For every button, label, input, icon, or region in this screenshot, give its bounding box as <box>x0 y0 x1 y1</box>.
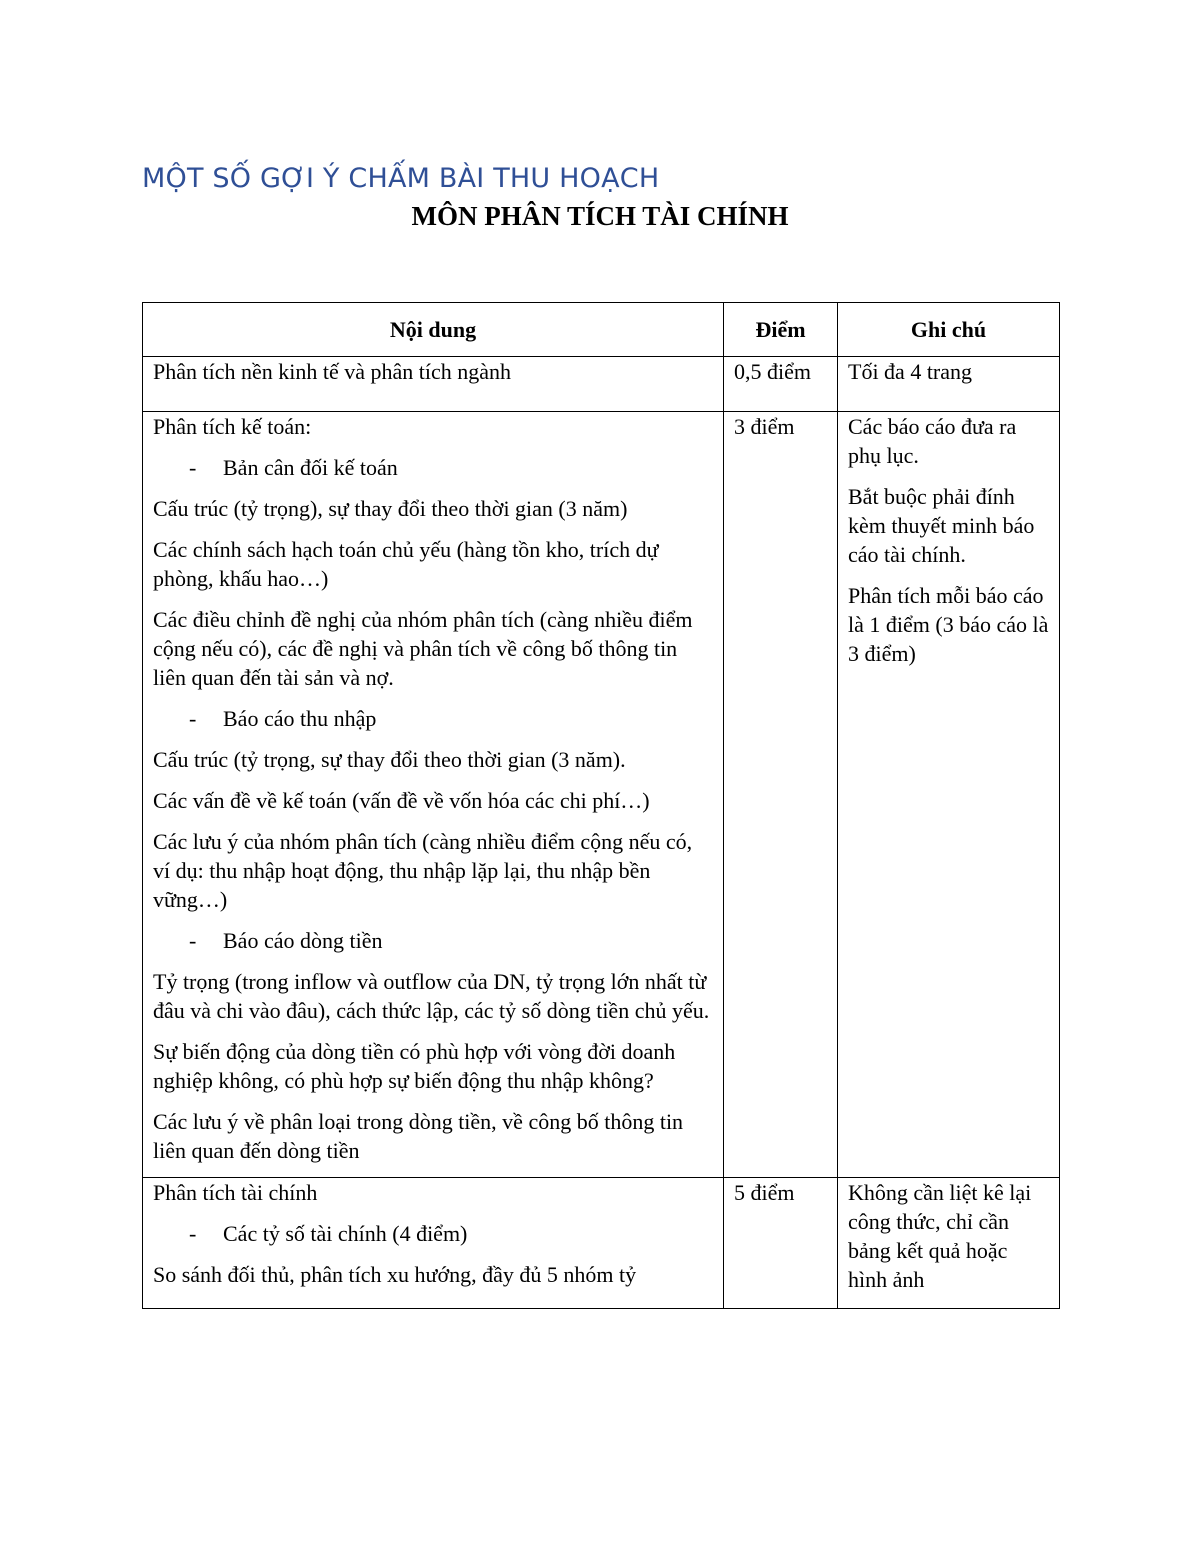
score-cell <box>724 357 838 412</box>
grading-rubric-table <box>142 302 1060 1309</box>
table-row <box>143 357 1060 412</box>
content-paragraph: Cấu trúc (tỷ trọng), sự thay đổi theo thời gian (3 năm) <box>153 496 628 521</box>
note-paragraph: Không cần liệt kê lại công thức, chỉ cần bảng kết quả hoặc hình ảnh <box>848 1180 1032 1292</box>
bullet-item <box>153 704 713 733</box>
bullet-item <box>153 1219 713 1248</box>
note-paragraph: Phân tích mỗi báo cáo là 1 điểm (3 báo cáo là 3 điểm) <box>848 583 1049 666</box>
content-paragraph: Các lưu ý về phân loại trong dòng tiền, về công bố thông tin liên quan đến dòng tiền <box>153 1109 684 1163</box>
note-paragraph: Bắt buộc phải đính kèm thuyết minh báo cáo tài chính. <box>848 484 1035 567</box>
bullet-dash: - <box>189 706 197 731</box>
score-text: 5 điểm <box>734 1180 795 1205</box>
bullet-dash: - <box>189 1221 197 1246</box>
note-paragraph: Các báo cáo đưa ra phụ lục. <box>848 414 1017 468</box>
bullet-text: Bản cân đối kế toán <box>223 455 398 480</box>
header-notes: Ghi chú <box>838 303 1060 357</box>
section-heading: Phân tích tài chính <box>153 1180 318 1205</box>
score-text: 3 điểm <box>734 414 795 439</box>
content-paragraph: Cấu trúc (tỷ trọng, sự thay đổi theo thời gian (3 năm). <box>153 747 626 772</box>
document-title: MỘT SỐ GỢI Ý CHẤM BÀI THU HOẠCH <box>142 163 660 194</box>
bullet-text: Báo cáo dòng tiền <box>223 928 383 953</box>
notes-cell <box>838 412 1060 1178</box>
notes-cell <box>838 1178 1060 1309</box>
table-row <box>143 412 1060 1178</box>
table-header-row <box>143 303 1060 357</box>
notes-text: Tối đa 4 trang <box>848 359 973 384</box>
content-paragraph: So sánh đối thủ, phân tích xu hướng, đầy đủ 5 nhóm tỷ <box>153 1262 637 1287</box>
bullet-text: Báo cáo thu nhập <box>223 706 377 731</box>
content-paragraph: Các chính sách hạch toán chủ yếu (hàng tồn kho, trích dự phòng, khấu hao…) <box>153 537 659 591</box>
content-text: Phân tích nền kinh tế và phân tích ngành <box>153 359 512 384</box>
header-content: Nội dung <box>143 303 724 357</box>
content-paragraph: Các điều chỉnh đề nghị của nhóm phân tích (càng nhiều điểm cộng nếu có), các đề nghị và phân tích về công bố thông tin liên quan đến tài sản và nợ. <box>153 607 693 690</box>
bullet-item <box>153 926 713 955</box>
content-cell <box>143 412 724 1178</box>
document-subtitle: MÔN PHÂN TÍCH TÀI CHÍNH <box>411 201 789 231</box>
content-paragraph: Sự biến động của dòng tiền có phù hợp với vòng đời doanh nghiệp không, có phù hợp sự biến động thu nhập không? <box>153 1039 676 1093</box>
bullet-text: Các tỷ số tài chính (4 điểm) <box>223 1221 468 1246</box>
bullet-dash: - <box>189 928 197 953</box>
bullet-item <box>153 453 713 482</box>
header-score: Điểm <box>724 303 838 357</box>
score-cell <box>724 412 838 1178</box>
content-cell <box>143 357 724 412</box>
score-text: 0,5 điểm <box>734 359 811 384</box>
notes-cell <box>838 357 1060 412</box>
table-row <box>143 1178 1060 1309</box>
content-paragraph: Các vấn đề về kế toán (vấn đề về vốn hóa các chi phí…) <box>153 788 650 813</box>
score-cell <box>724 1178 838 1309</box>
section-heading: Phân tích kế toán: <box>153 414 312 439</box>
content-paragraph: Các lưu ý của nhóm phân tích (càng nhiều điểm cộng nếu có, ví dụ: thu nhập hoạt động, thu nhập lặp lại, thu nhập bền vững…) <box>153 829 693 912</box>
content-paragraph: Tỷ trọng (trong inflow và outflow của DN, tỷ trọng lớn nhất từ đâu và chi vào đâu), cách thức lập, các tỷ số dòng tiền chủ yếu. <box>153 969 710 1023</box>
bullet-dash: - <box>189 455 197 480</box>
content-cell <box>143 1178 724 1309</box>
